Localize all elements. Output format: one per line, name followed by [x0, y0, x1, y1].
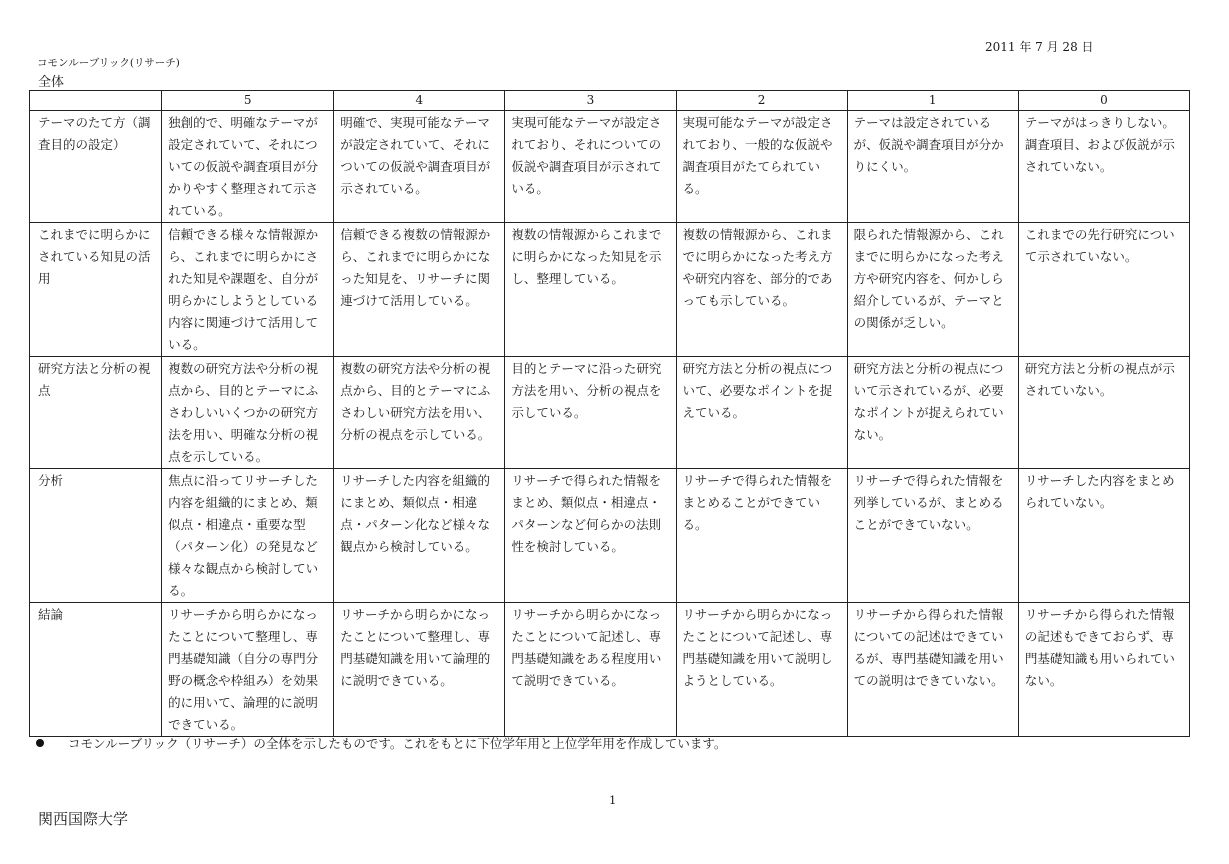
- table-cell: リサーチから明らかになったことについて整理し、専門基礎知識を用いて論理的に説明できている。: [334, 603, 505, 737]
- table-cell: リサーチした内容をまとめられていない。: [1018, 469, 1189, 603]
- table-cell: テーマは設定されているが、仮説や調査項目が分かりにくい。: [847, 111, 1018, 223]
- table-cell: リサーチから得られた情報についての記述はできているが、専門基礎知識を用いての説明はできていない。: [847, 603, 1018, 737]
- table-cell: リサーチから明らかになったことについて整理し、専門基礎知識（自分の専門分野の概念や枠組み）を効果的に用いて、論理的に説明できている。: [162, 603, 334, 737]
- column-header-score-3: 3: [505, 91, 676, 111]
- row-criterion: テーマのたて方（調査目的の設定）: [30, 111, 162, 223]
- university-name: 関西国際大学: [38, 810, 129, 828]
- table-cell: 複数の情報源から、これまでに明らかになった考え方や研究内容を、部分的であっても示している。: [676, 223, 847, 357]
- table-cell: 信頼できる複数の情報源から、これまでに明らかになった知見を、リサーチに関連づけて活用している。: [334, 223, 505, 357]
- footnote-text: コモンルーブリック（リサーチ）の全体を示したものです。これをもとに下位学年用と上位学年用を作成しています。: [68, 736, 727, 751]
- table-cell: 独創的で、明確なテーマが設定されていて、それについての仮説や調査項目が分かりやすく整理されて示されている。: [162, 111, 334, 223]
- footnote: [36, 734, 726, 752]
- rubric-table: [29, 90, 1190, 737]
- row-criterion: これまでに明らかにされている知見の活用: [30, 223, 162, 357]
- document-title: 全体: [38, 75, 65, 90]
- rubric-header-row: [30, 91, 1190, 111]
- table-row: [30, 111, 1190, 223]
- table-cell: 実現可能なテーマが設定されており、一般的な仮説や調査項目がたてられている。: [676, 111, 847, 223]
- table-cell: 目的とテーマに沿った研究方法を用い、分析の視点を示している。: [505, 357, 676, 469]
- column-header-score-1: 1: [847, 91, 1018, 111]
- row-criterion: 研究方法と分析の視点: [30, 357, 162, 469]
- table-cell: 実現可能なテーマが設定されており、それについての仮説や調査項目が示されている。: [505, 111, 676, 223]
- table-row: [30, 357, 1190, 469]
- bullet-icon: [36, 739, 44, 747]
- table-cell: 複数の研究方法や分析の視点から、目的とテーマにふさわしいいくつかの研究方法を用い、明確な分析の視点を示している。: [162, 357, 334, 469]
- table-cell: 研究方法と分析の視点について示されているが、必要なポイントが捉えられていない。: [847, 357, 1018, 469]
- table-cell: リサーチから得られた情報の記述もできておらず、専門基礎知識も用いられていない。: [1018, 603, 1189, 737]
- table-cell: 焦点に沿ってリサーチした内容を組織的にまとめ、類似点・相違点・重要な型（パターン化）の発見など様々な観点から検討している。: [162, 469, 334, 603]
- document-subtitle: コモンルーブリック(リサーチ): [37, 57, 180, 69]
- row-criterion: 結論: [30, 603, 162, 737]
- table-row: [30, 223, 1190, 357]
- table-cell: リサーチで得られた情報をまとめることができている。: [676, 469, 847, 603]
- column-header-score-0: 0: [1018, 91, 1189, 111]
- table-cell: 研究方法と分析の視点について、必要なポイントを捉えている。: [676, 357, 847, 469]
- column-header-score-2: 2: [676, 91, 847, 111]
- table-cell: 研究方法と分析の視点が示されていない。: [1018, 357, 1189, 469]
- table-cell: リサーチで得られた情報を列挙しているが、まとめることができていない。: [847, 469, 1018, 603]
- column-header-score-5: 5: [162, 91, 334, 111]
- table-cell: 明確で、実現可能なテーマが設定されていて、それについての仮説や調査項目が示されている。: [334, 111, 505, 223]
- table-row: [30, 469, 1190, 603]
- table-cell: 信頼できる様々な情報源から、これまでに明らかにされた知見や課題を、自分が明らかにしようとしている内容に関連づけて活用している。: [162, 223, 334, 357]
- table-cell: これまでの先行研究について示されていない。: [1018, 223, 1189, 357]
- row-criterion: 分析: [30, 469, 162, 603]
- column-header-criterion: [30, 91, 162, 111]
- table-cell: 複数の研究方法や分析の視点から、目的とテーマにふさわしい研究方法を用い、分析の視点を示している。: [334, 357, 505, 469]
- table-cell: 限られた情報源から、これまでに明らかになった考え方や研究内容を、何かしら紹介しているが、テーマとの関係が乏しい。: [847, 223, 1018, 357]
- document-date: 2011 年 7 月 28 日: [985, 40, 1094, 54]
- table-cell: テーマがはっきりしない。調査項目、および仮説が示されていない。: [1018, 111, 1189, 223]
- table-cell: リサーチから明らかになったことについて記述し、専門基礎知識をある程度用いて説明できている。: [505, 603, 676, 737]
- table-row: [30, 603, 1190, 737]
- column-header-score-4: 4: [334, 91, 505, 111]
- table-cell: 複数の情報源からこれまでに明らかになった知見を示し、整理している。: [505, 223, 676, 357]
- table-cell: リサーチで得られた情報をまとめ、類似点・相違点・パターンなど何らかの法則性を検討している。: [505, 469, 676, 603]
- table-cell: リサーチから明らかになったことについて記述し、専門基礎知識を用いて説明しようとしている。: [676, 603, 847, 737]
- page-number: 1: [609, 793, 617, 807]
- table-cell: リサーチした内容を組織的にまとめ、類似点・相違点・パターン化など様々な観点から検討している。: [334, 469, 505, 603]
